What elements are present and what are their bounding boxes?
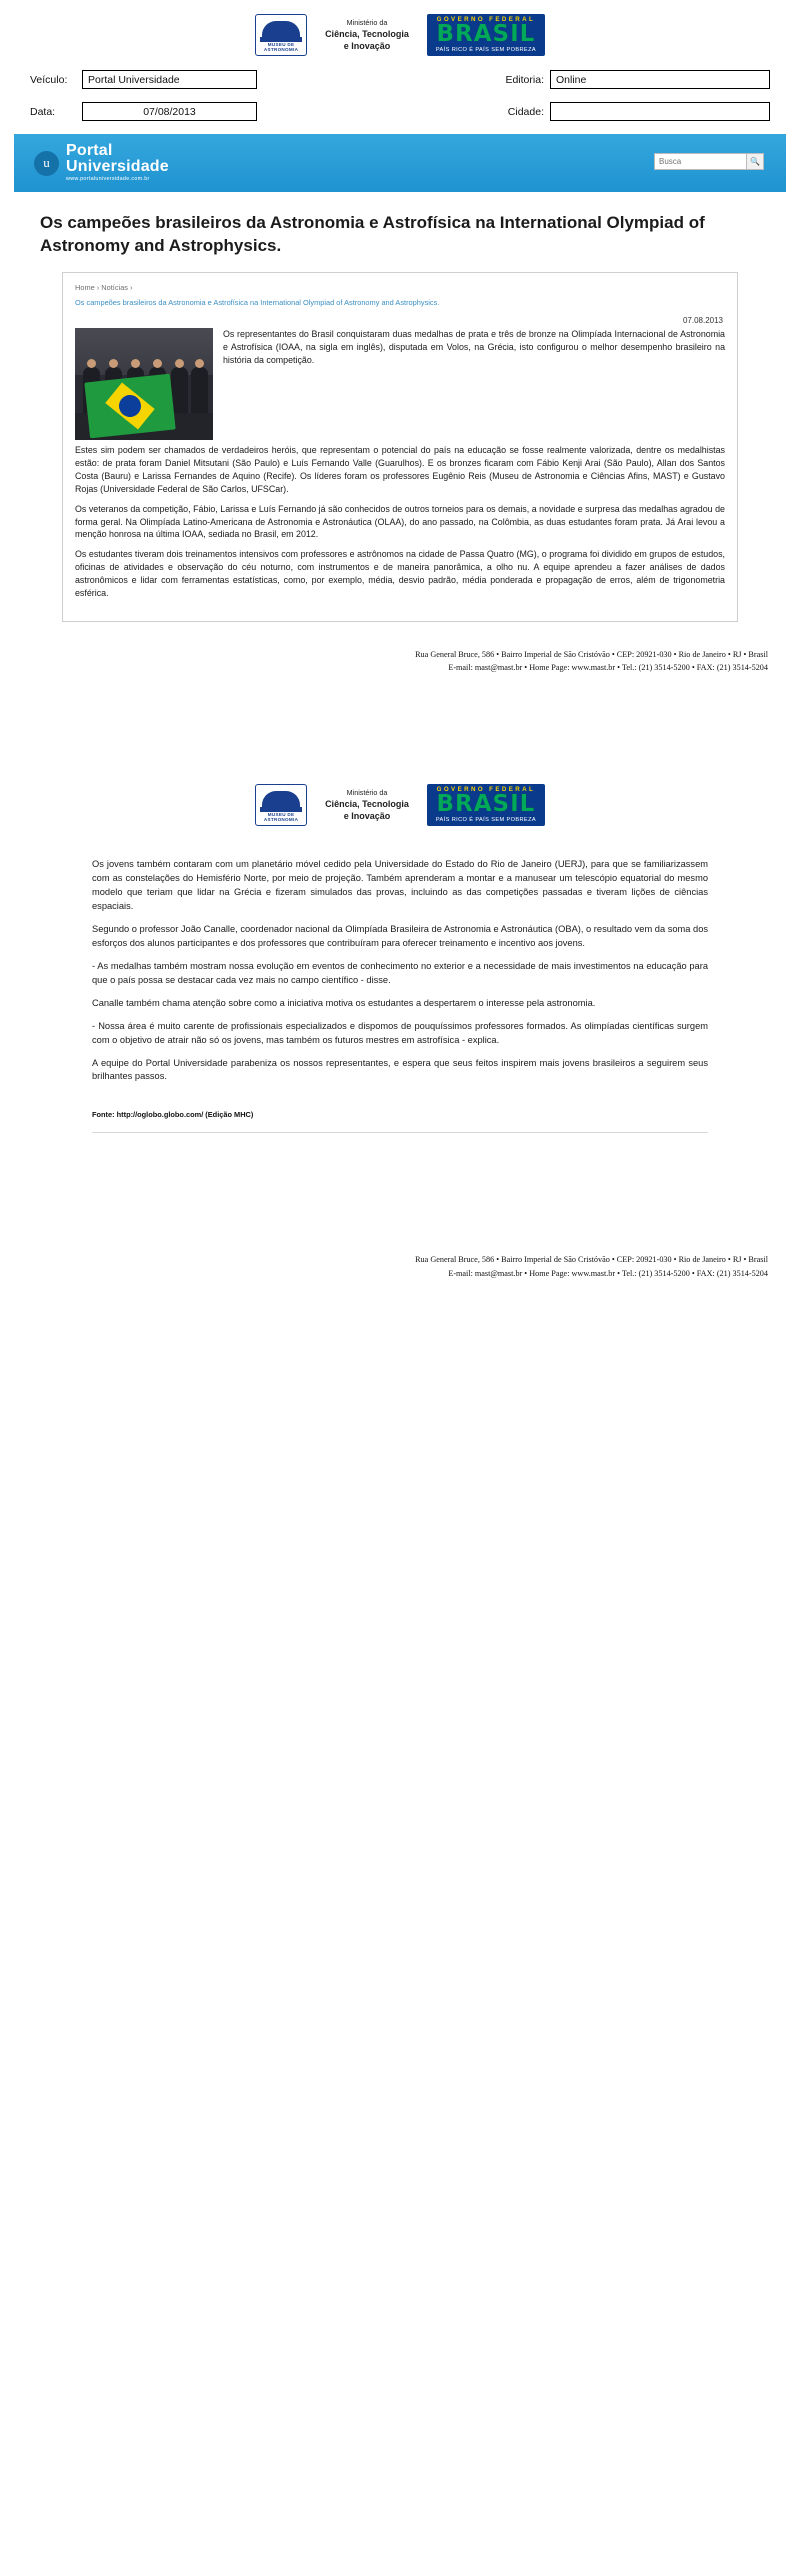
document-page-2 (0, 770, 800, 1279)
veiculo-field[interactable]: Portal Universidade (82, 70, 257, 89)
breadcrumb-current: Os campeões brasileiros da Astronomia e Astrofísica na International Olympiad of Astronomy and Astrophysics. (75, 297, 440, 307)
article-paragraph: - Nossa área é muito carente de profissionais especializados e dispomos de pouquíssimos professores formados. As olimpíadas científicas surgem com o objetivo de atrair não só os jovens, mas também os futuros mestres em astrofísica - explica. (92, 1020, 708, 1045)
editoria-label: Editoria: (505, 73, 544, 86)
portal-universidade-logo[interactable] (34, 143, 169, 182)
cidade-field[interactable] (550, 102, 770, 121)
article-card-bottom-edge (92, 1119, 708, 1133)
article-photo (75, 328, 213, 440)
cidade-label: Cidade: (507, 105, 544, 118)
article-paragraph: Canalle também chama atenção sobre como a iniciativa motiva os estudantes a despertarem o interesse pela astronomia. (92, 997, 596, 1008)
brazilian-flag (84, 374, 175, 439)
article-paragraph: Estes sim podem ser chamados de verdadeiros heróis, que representam o potencial do país na educação se fosse realmente valorizada, dentre os medalhistas estão: de prata foram Daniel Mitsutani (São Paulo) e Luís Fernando Valle (Guarulhos). E os bronzes ficaram com Fábio Kenji Arai (São Paulo), Allan dos Santos Costa (Bauru) e Larissa Fernandes de Aquino (Recife). Os líderes foram os professores Eugênio Reis (Museu de Astronomia e Ciências Afins, MAST) e Gustavo Rojas (Universidade Federal de São Carlos, UFSCar). (75, 444, 725, 494)
page-title: Os campeões brasileiros da Astronomia e Astrofísica na International Olympiad of Astronomy and Astrophysics. (40, 213, 705, 255)
breadcrumb-item-noticias[interactable]: Notícias (101, 282, 128, 292)
article-date: 07.08.2013 (682, 315, 723, 325)
ministry-line1: Ministério da (346, 18, 388, 27)
ministry-logo-page2 (325, 788, 409, 822)
mast-logo-line1: MUSEU DE (267, 41, 295, 47)
data-label: Data: (30, 105, 56, 118)
article-paragraph: Os estudantes tiveram dois treinamentos intensivos com professores e astrônomos na cidade de Passa Quatro (MG), o programa foi dividido em grupos de estudos, oficinas de atividades e observação do céu noturno, com instrumentos e de maneira panorâmica, a olho nu. A equipe aprendeu a fazer análises de dados astronômicos e lidar com ferramentas estatísticas, como, por exemplo, média, desvio padrão, média ponderada e propagação de erros, além de trigonometria esférica. (75, 549, 725, 599)
page-footer (32, 648, 768, 674)
clipping-metadata (0, 66, 800, 121)
governo-federal-logo (427, 14, 545, 56)
brasil-wordmark: BRASIL (436, 791, 536, 818)
portal-url: www.portaluniversidade.com.br (66, 176, 150, 183)
article-paragraph: Os representantes do Brasil conquistaram duas medalhas de prata e três de bronze na Olimpíada Internacional de Astronomia e Astrofísica (IOAA, na sigla em inglês), disputada em Volos, na Grécia, isto configurou o melhor desempenho brasileiro na história da competição. (223, 328, 725, 365)
ministry-line3: e Inovação (343, 40, 391, 51)
portal-logo-initial: u (34, 151, 59, 176)
mast-logo-line1: MUSEU DE (267, 811, 295, 817)
article-body-continued (92, 858, 708, 1084)
governo-federal-label: GOVERNO FEDERAL (436, 786, 536, 794)
brasil-wordmark: BRASIL (436, 21, 536, 47)
data-field[interactable]: 07/08/2013 (82, 102, 257, 121)
brasil-tagline: PAÍS RICO É PAÍS SEM POBREZA (435, 817, 537, 824)
editoria-field[interactable]: Online (550, 70, 770, 89)
metadata-row-veiculo-editoria (30, 70, 770, 89)
mast-logo-page2 (255, 784, 307, 826)
article-paragraph: Os veteranos da competição, Fábio, Larissa e Luís Fernando já são conhecidos de outros torneios para os demais, a novidade e surpresa das medalhas agradou de forma geral. Na Olimpíada Latino-Americana de Astronomia e Astronáutica (OLAA), do ano passado, na Colômbia, as duas estudantes foram prata. Já Arai levou a menção honrosa na última IOAA, sediada no Brasil, em 2012. (75, 503, 725, 540)
mast-logo (255, 14, 307, 56)
article-card (62, 272, 738, 622)
ministry-line2: Ciência, Tecnologia (325, 798, 409, 809)
footer-address: Rua General Bruce, 586 • Bairro Imperial de São Cristóvão • CEP: 20921-030 • Rio de Janeiro • RJ • Brasil (415, 1255, 768, 1265)
footer-contact: E-mail: mast@mast.br • Home Page: www.mast.br • Tel.: (21) 3514-5200 • FAX: (21) 3514-5204 (448, 663, 768, 673)
article-paragraph: Os jovens também contaram com um planetário móvel cedido pela Universidade do Estado do Rio de Janeiro (UERJ), para que se familiarizassem com as constelações do Hemisfério Norte, por meio de projeção. Também aprenderam a montar e a manusear um telescópio equatorial do mesmo modelo que teriam que lidar na Grécia e fizeram simulados das provas, incluindo as das competições passadas e tiveram lições de ciências espaciais. (92, 859, 708, 912)
ministry-logo (325, 18, 409, 52)
site-search (654, 153, 764, 170)
mast-logo-line2: ASTRONOMIA (263, 817, 299, 823)
breadcrumb-item-home[interactable]: Home (75, 282, 95, 292)
article-paragraph: Segundo o professor João Canalle, coordenador nacional da Olimpíada Brasileira de Astronomia e Astronáutica (OBA), o resultado vem da soma dos esforços dos alunos participantes e dos professores que contribuíram para oferecer treinamento e incentivo aos jovens. (92, 923, 709, 948)
mast-observatory-icon (255, 14, 307, 56)
veiculo-label: Veículo: (30, 73, 68, 86)
institutional-logo-bar-page2 (0, 770, 800, 836)
breadcrumb: Home › Notícias › (75, 282, 133, 292)
institutional-logo-bar (0, 0, 800, 66)
article-source[interactable]: Fonte: http://oglobo.globo.com/ (Edição MHC) (92, 1110, 254, 1120)
portal-name-line1: Portal (66, 142, 113, 160)
portal-name-line2: Universidade (66, 158, 169, 176)
metadata-row-data-cidade (30, 102, 770, 121)
mast-observatory-icon (255, 784, 307, 826)
ministry-line3: e Inovação (343, 811, 391, 822)
ministry-line1: Ministério da (346, 788, 388, 798)
brasil-tagline: PAÍS RICO É PAÍS SEM POBREZA (435, 47, 537, 53)
footer-contact: E-mail: mast@mast.br • Home Page: www.mast.br • Tel.: (21) 3514-5200 • FAX: (21) 3514-5204 (448, 1268, 768, 1278)
governo-federal-label: GOVERNO FEDERAL (436, 16, 536, 23)
footer-address: Rua General Bruce, 586 • Bairro Imperial de São Cristóvão • CEP: 20921-030 • Rio de Janeiro • RJ • Brasil (415, 649, 768, 659)
mast-logo-line2: ASTRONOMIA (263, 47, 299, 53)
search-input[interactable] (654, 153, 746, 170)
site-banner (14, 134, 786, 192)
article-paragraph: A equipe do Portal Universidade parabeniza os nossos representantes, e espera que seus feitos inspirem mais jovens brasileiros a seguirem seus brilhantes passos. (92, 1057, 708, 1082)
article-paragraph: - As medalhas também mostram nossa evolução em eventos de conhecimento no exterior e a necessidade de mais investimentos na educação para que o país possa se destacar cada vez mais no campo científico - disse. (92, 960, 708, 985)
ministry-line2: Ciência, Tecnologia (325, 28, 409, 39)
page-footer-2 (32, 1253, 768, 1279)
governo-federal-logo-page2 (427, 784, 545, 826)
document-page-1 (0, 0, 800, 674)
search-icon[interactable]: 🔍 (746, 153, 764, 170)
